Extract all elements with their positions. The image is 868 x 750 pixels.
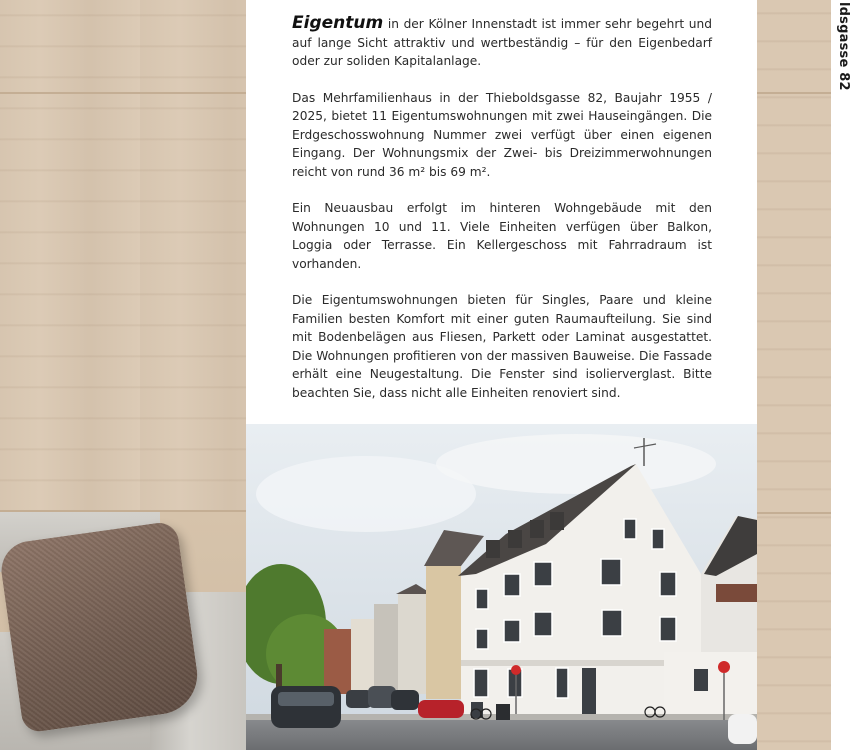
building-photo [246, 424, 757, 750]
wood-seam [757, 512, 831, 514]
body-text [292, 14, 712, 420]
cushion [0, 520, 202, 733]
paragraph-building: Das Mehrfamilienhaus in der Thieboldsgasse 82, Baujahr 1955 / 2025, bietet 11 Eigentumswohnungen mit zwei Hauseingängen. Die Erdgeschosswohnung Nummer zwei verfügt über einen eigenen Eingang. Der Wohnungsmix der Zwei- bis Dreizimmerwohnungen reicht von rund 36 m² bis 69 m². [292, 90, 712, 179]
wood-texture-right [757, 0, 831, 750]
wood-seam [0, 92, 246, 94]
wood-seam [757, 92, 831, 94]
sofa-image [0, 512, 246, 750]
right-margin [831, 0, 868, 750]
red-car [418, 700, 464, 718]
running-header-address: ldsgasse 82 [836, 2, 851, 91]
paragraph-new-build: Ein Neuausbau erfolgt im hinteren Wohngebäude mit den Wohnungen 10 und 11. Viele Einheiten verfügen über Balkon, Loggia oder Terrasse. Ein Kellergeschoss mit Fahrradraum ist vorhanden. [292, 201, 712, 271]
paragraph-features: Die Eigentumswohnungen bieten für Singles, Paare und kleine Familien besten Komfort mit einer guten Raumaufteilung. Sie sind mit Bodenbelägen aus Fliesen, Parkett oder Laminat ausgestattet. Die Wohnungen profitieren von der massiven Bauweise. Die Fassade erhält eine Neugestaltung. Die Fenster sind isolierverglast. Bitte beachten Sie, dass nicht alle Einheiten renoviert sind. [292, 293, 712, 400]
intro-paragraph [292, 14, 712, 71]
lead-word: Eigentum [292, 13, 384, 33]
neighbor-building [426, 564, 461, 699]
intro-text: in der Kölner Innenstadt ist immer sehr begehrt und auf lange Sicht attraktiv und wertbeständig – für den Eigenbedarf oder zur soliden Kapitalanlage. [292, 17, 712, 68]
